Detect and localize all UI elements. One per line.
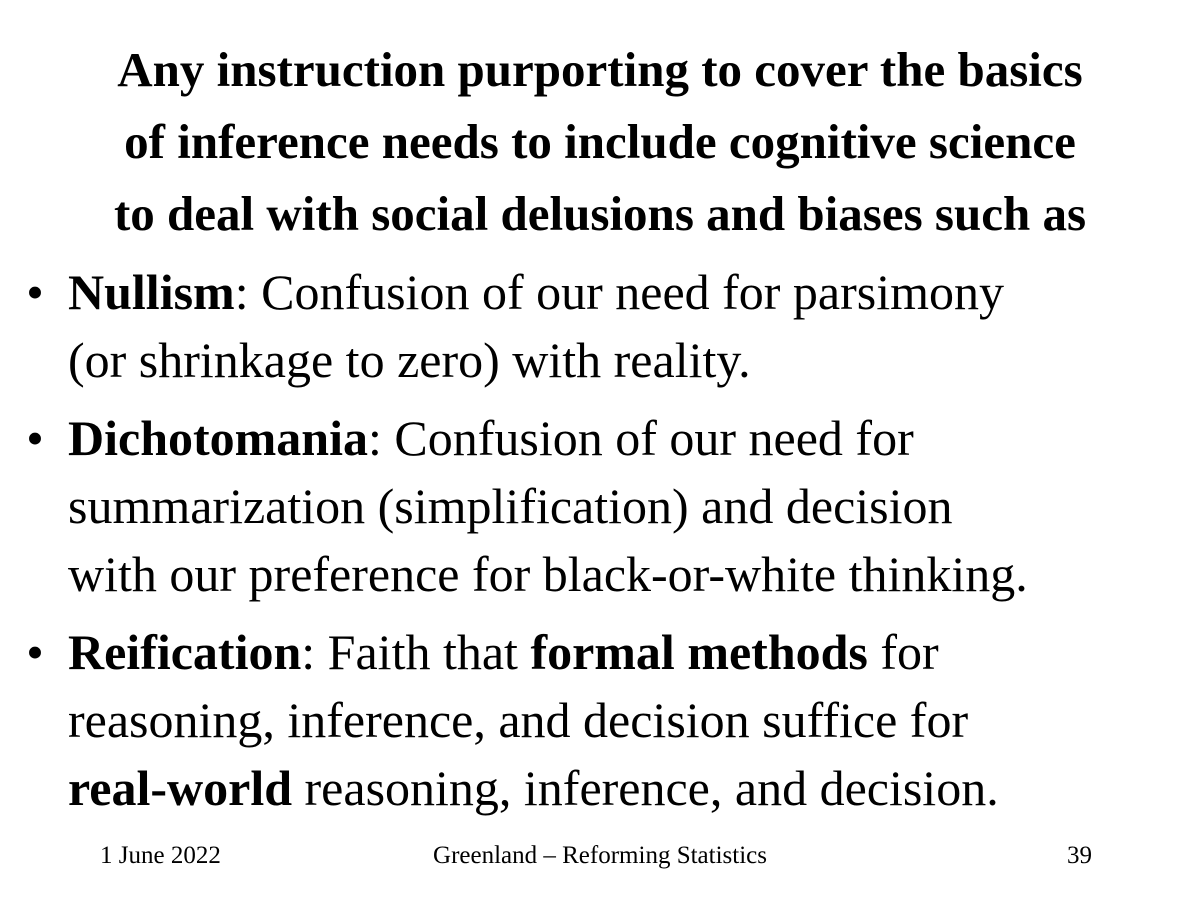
bullet-nullism	[20, 258, 1190, 394]
bullet-emphasis: real-world	[68, 760, 293, 816]
bullet-text: for	[867, 624, 939, 680]
footer-title: Greenland – Reforming Statistics	[433, 842, 767, 869]
bullet-text: : Confusion of our need for parsimony	[234, 264, 1005, 320]
bullet-marker: •	[26, 624, 44, 680]
bullet-line: (or shrinkage to zero) with reality.	[68, 332, 751, 388]
bullet-marker: •	[26, 264, 44, 320]
title-line-1: Any instruction purporting to cover the basics	[117, 42, 1083, 97]
bullet-line: summarization (simplification) and decision	[68, 478, 953, 534]
bullet-line: reasoning, inference, and decision suffice for	[68, 692, 969, 748]
bullet-marker: •	[26, 410, 44, 466]
bullet-text: reasoning, inference, and decision.	[292, 760, 999, 816]
bullet-line	[68, 258, 1190, 326]
bullet-text: : Confusion of our need for	[368, 410, 914, 466]
bullet-line: with our preference for black-or-white thinking.	[68, 546, 1028, 602]
bullet-term: Nullism	[68, 264, 235, 320]
bullet-emphasis: formal methods	[530, 624, 868, 680]
bullet-list	[20, 258, 1190, 832]
bullet-line	[68, 618, 1190, 686]
bullet-dichotomania	[20, 404, 1190, 608]
footer-date: 1 June 2022	[100, 842, 221, 869]
bullet-line	[68, 404, 1190, 472]
bullet-reification	[20, 618, 1190, 822]
title-line-2: of inference needs to include cognitive science	[124, 114, 1076, 169]
bullet-text: : Faith that	[301, 624, 531, 680]
footer-page-number: 39	[1067, 842, 1092, 869]
bullet-line	[68, 754, 1190, 822]
bullet-term: Reification	[68, 624, 302, 680]
bullet-term: Dichotomania	[68, 410, 368, 466]
title-line-3: to deal with social delusions and biases such as	[113, 186, 1087, 241]
slide-title	[0, 34, 1200, 250]
